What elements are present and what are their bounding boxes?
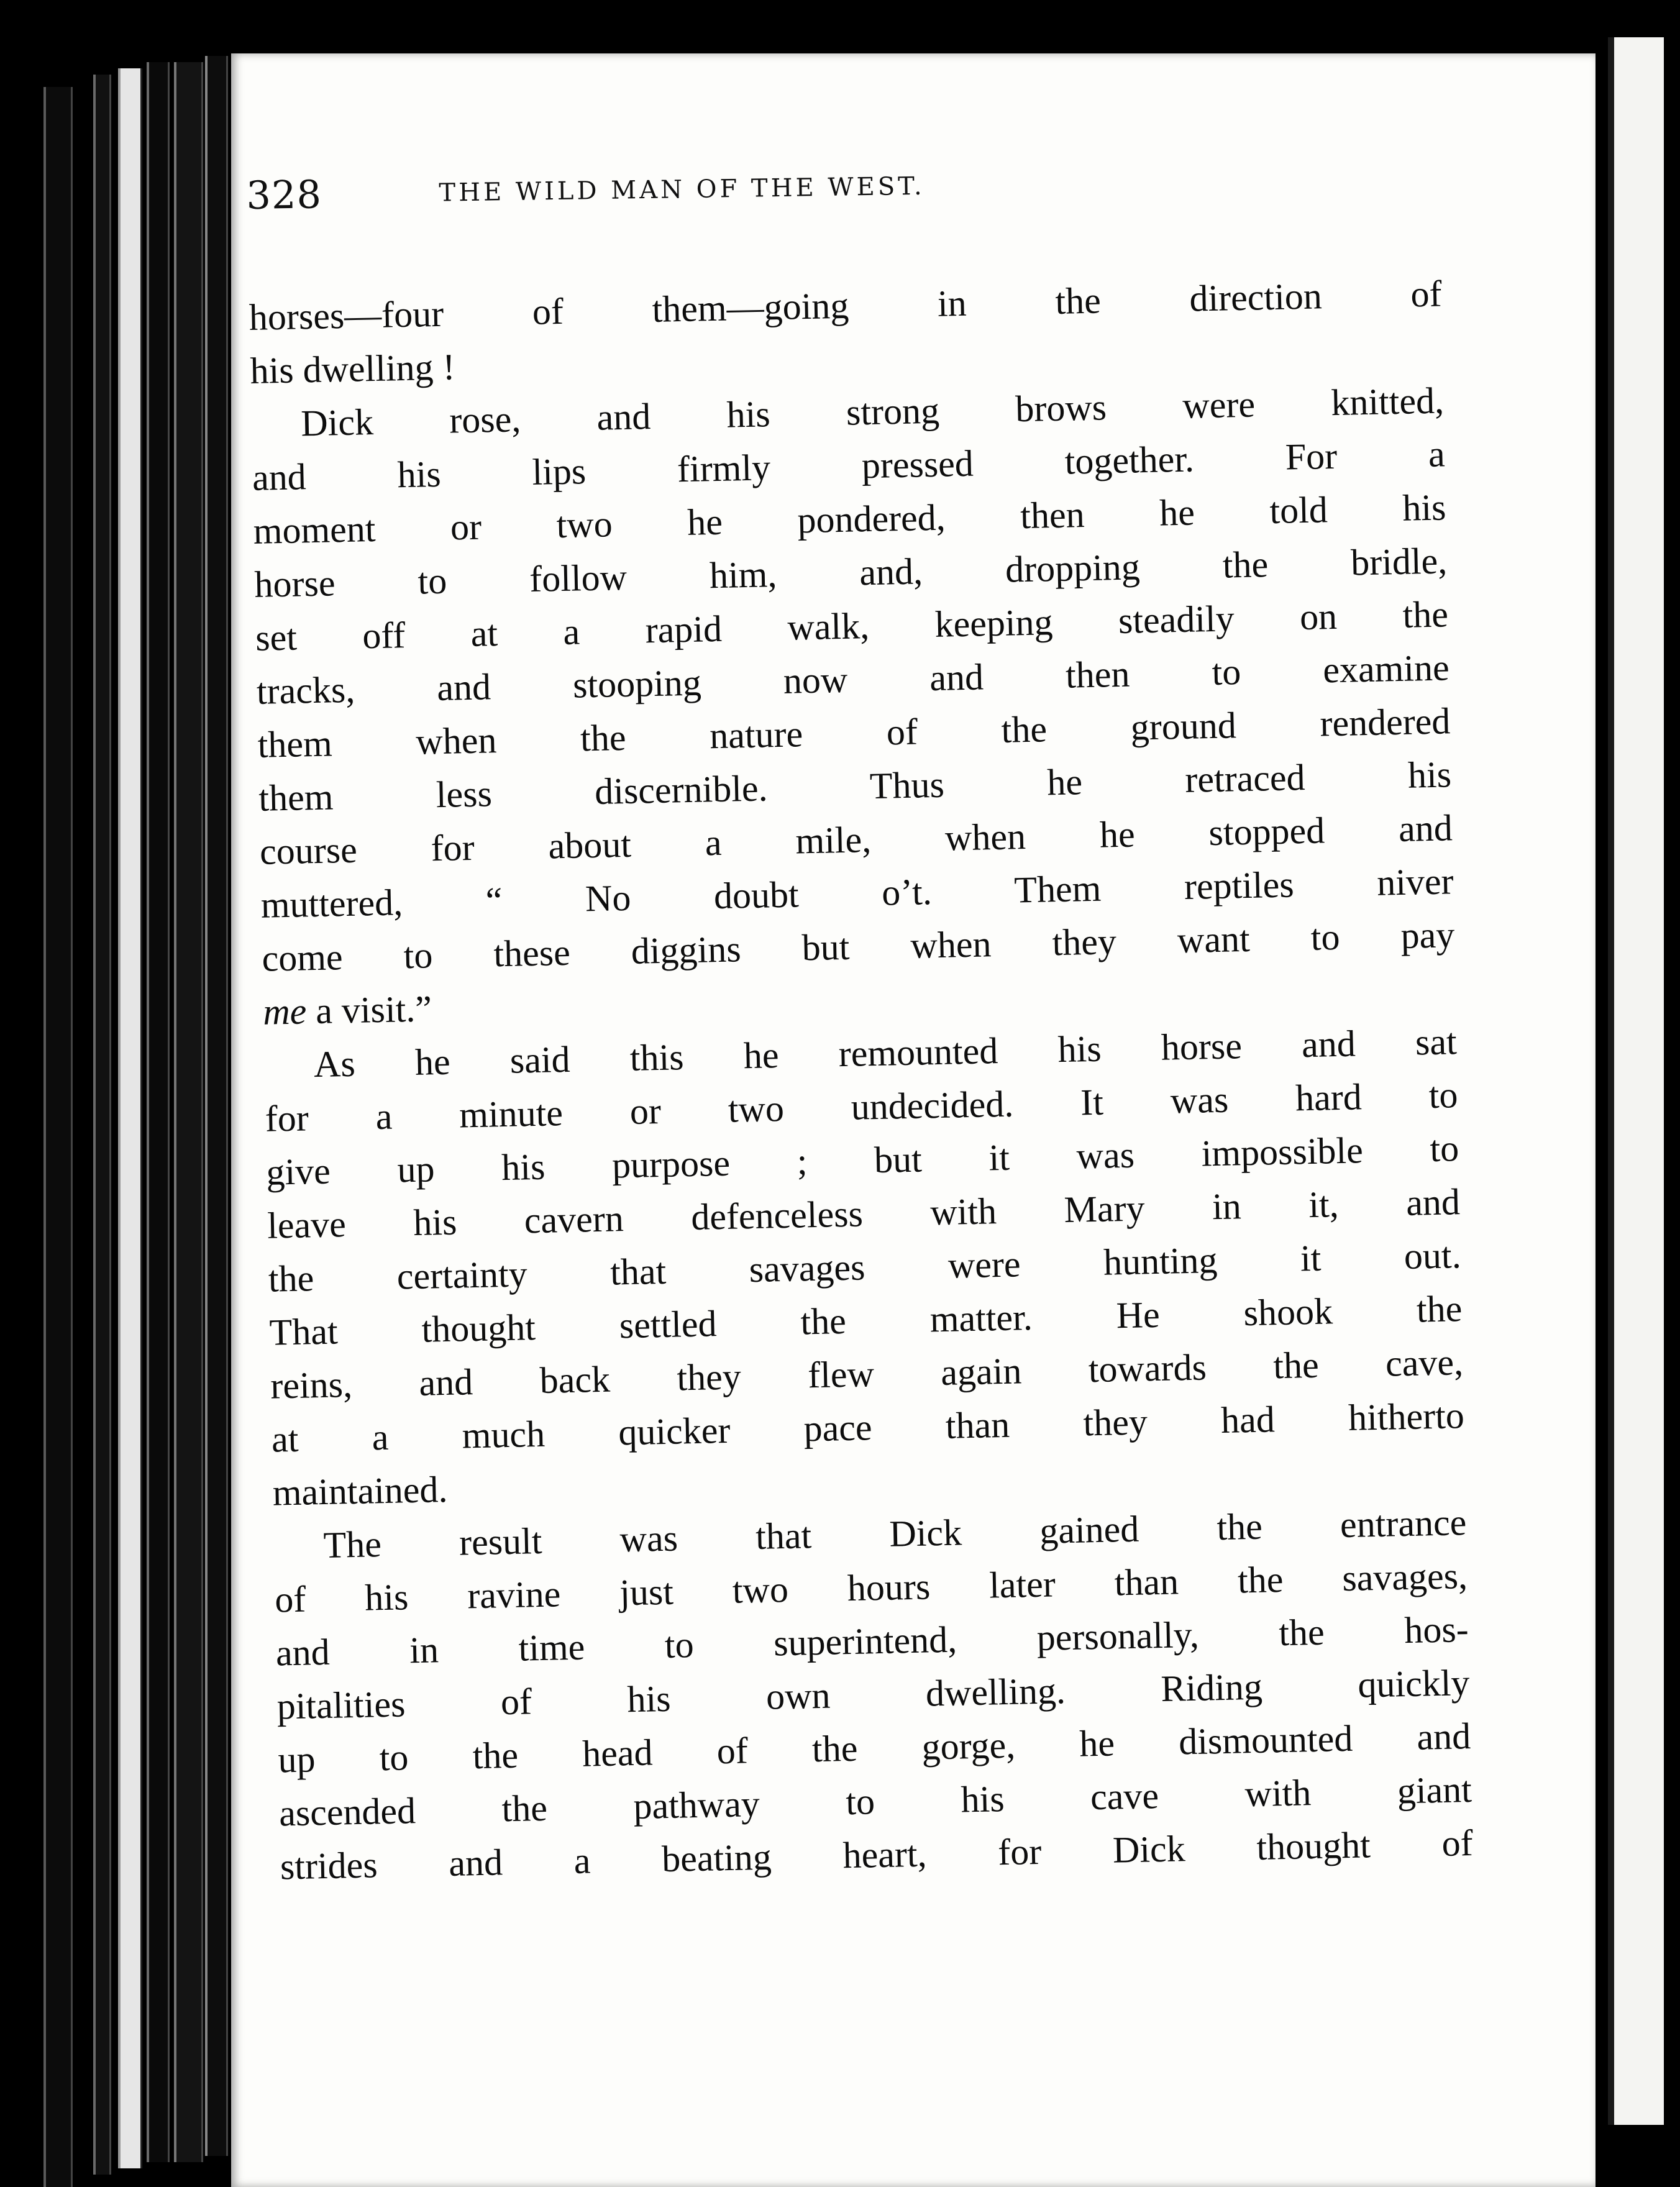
text-line: horse to follow him, and, dropping the bridle, — [253, 540, 1448, 605]
body-text — [249, 267, 1473, 1893]
text-line: up to the head of the gorge, he dismounted and — [277, 1715, 1471, 1781]
text-line: horses—four of them—going in the direction of — [249, 273, 1443, 338]
text-line: pitalities of his own dwelling. Riding quickly — [276, 1662, 1471, 1727]
book-edge — [43, 87, 73, 2187]
text-line: of his ravine just two hours later than the savages, — [274, 1555, 1468, 1620]
paragraph — [263, 1015, 1466, 1519]
text-line: and in time to superintend, personally, the hos- — [275, 1609, 1469, 1674]
text-line: his dwelling ! — [249, 346, 456, 391]
paragraph — [250, 373, 1456, 1038]
text-line: them when the nature of the ground rendered — [257, 700, 1451, 765]
text-line: As he said this he remounted his horse and sat — [313, 1021, 1458, 1085]
facing-page-edge — [1608, 37, 1664, 2125]
text-line: moment or two he pondered, then he told his — [253, 486, 1447, 552]
text-line: The result was that Dick gained the entrance — [322, 1502, 1467, 1566]
running-head: THE WILD MAN OF THE WEST. — [439, 171, 925, 208]
text-line: course for about a mile, when he stopped and — [259, 807, 1453, 872]
text-line: That thought settled the matter. He shook the — [268, 1288, 1463, 1353]
text-line: set off at a rapid walk, keeping steadily on the — [255, 593, 1449, 659]
text-line: leave his cavern defenceless with Mary in it, and — [267, 1181, 1461, 1246]
page-edge — [118, 68, 142, 2168]
page-edge — [205, 56, 228, 2156]
book-edge — [147, 62, 170, 2162]
text-line: at a much quicker pace than they had hitherto — [271, 1395, 1465, 1460]
text-line: for a minute or two undecided. It was hard to — [265, 1074, 1459, 1139]
book-edge — [93, 75, 111, 2175]
text-line: reins, and back they flew again towards the cave, — [270, 1341, 1464, 1407]
text-line: come to these diggins but when they want to pay — [261, 914, 1455, 979]
text-line: give up his purpose ; but it was impossible to — [265, 1128, 1459, 1193]
text-fragment: a visit.” — [306, 988, 432, 1032]
text-line: ascended the pathway to his cave with giant — [278, 1768, 1472, 1834]
page-number: 328 — [246, 171, 322, 218]
text-line: tracks, and stooping now and then to examine — [256, 647, 1450, 712]
text-line: strides and a beating heart, for Dick thought of — [280, 1822, 1474, 1888]
text-line: them less discernible. Thus he retraced his — [258, 754, 1452, 819]
text-line: muttered, “ No doubt o’t. Them reptiles niver — [260, 861, 1454, 926]
italic-word: me — [262, 990, 307, 1033]
text-line: maintained. — [272, 1468, 449, 1514]
page-edge — [174, 62, 203, 2162]
text-line: the certainty that savages were hunting it out. — [268, 1235, 1462, 1300]
text-line: and his lips firmly pressed together. For a — [252, 433, 1446, 498]
paragraph — [273, 1495, 1474, 1893]
page-header — [246, 158, 1266, 241]
text-line: Dick rose, and his strong brows were knitted, — [300, 380, 1445, 444]
